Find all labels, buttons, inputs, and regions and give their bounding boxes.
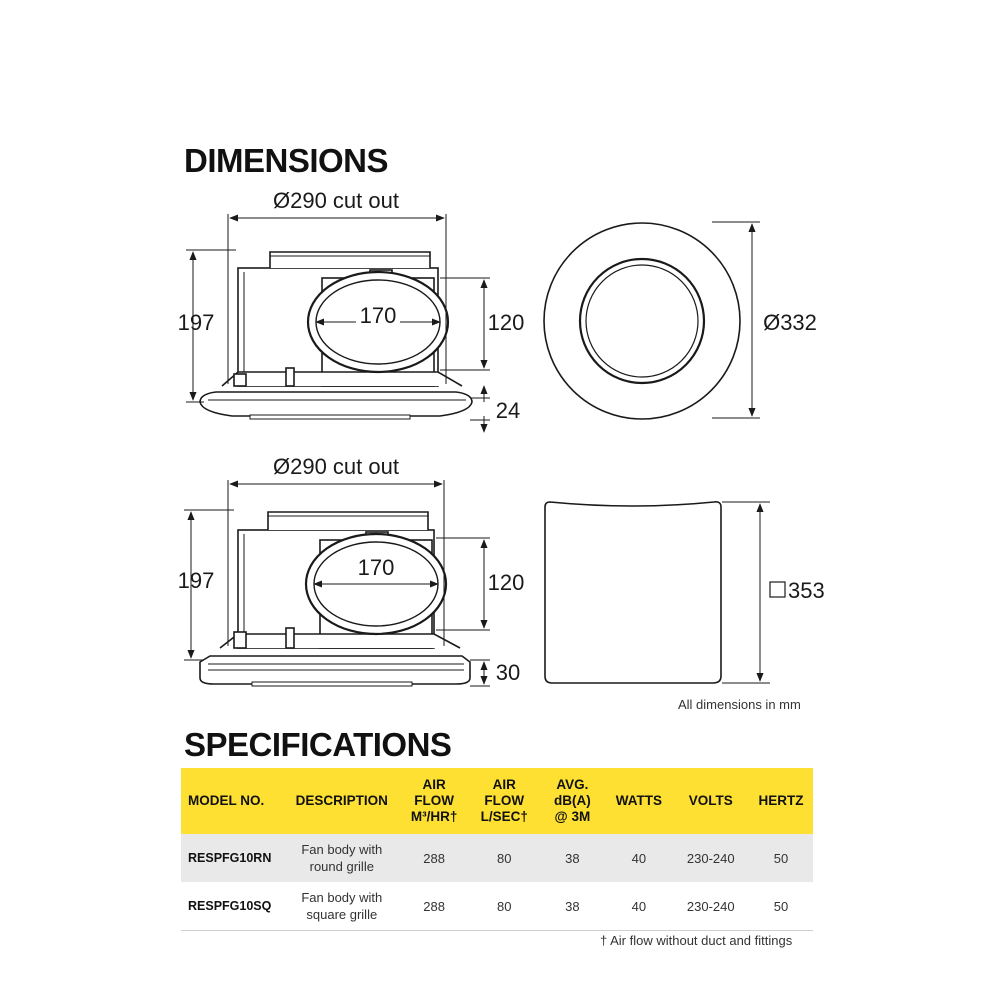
bottom-duct-height-label: 120 xyxy=(487,570,525,595)
top-height-label: 197 xyxy=(177,310,215,335)
top-duct-label: 170 xyxy=(359,303,397,328)
front-diameter-label: Ø332 xyxy=(763,310,817,335)
hertz-cell: 50 xyxy=(749,882,813,931)
airflow-m3hr-cell: 288 xyxy=(399,882,469,931)
airflow-lsec-cell: 80 xyxy=(469,834,539,882)
bottom-cutout-label: Ø290 cut out xyxy=(273,454,399,479)
bottom-duct-label: 170 xyxy=(357,555,395,580)
column-header: AVG. dB(A) @ 3M xyxy=(539,768,605,834)
footnote: † Air flow without duct and fittings xyxy=(600,933,793,948)
specifications-table xyxy=(181,768,813,931)
description-cell: Fan body with square grille xyxy=(285,882,400,931)
column-header: HERTZ xyxy=(749,768,813,834)
db-cell: 38 xyxy=(539,882,605,931)
watts-cell: 40 xyxy=(605,834,672,882)
specifications-heading: SPECIFICATIONS xyxy=(184,726,452,763)
dimensions-note: All dimensions in mm xyxy=(678,697,801,712)
top-grille-depth-label: 24 xyxy=(495,398,521,423)
column-header: AIR FLOW M³/HR† xyxy=(399,768,469,834)
top-cutout-label: Ø290 cut out xyxy=(273,188,399,213)
column-header: MODEL NO. xyxy=(181,768,285,834)
top-duct-height-label: 120 xyxy=(487,310,525,335)
airflow-m3hr-cell: 288 xyxy=(399,834,469,882)
volts-cell: 230-240 xyxy=(672,834,749,882)
table-row xyxy=(181,882,813,931)
watts-cell: 40 xyxy=(605,882,672,931)
volts-cell: 230-240 xyxy=(672,882,749,931)
dimensions-heading: DIMENSIONS xyxy=(184,142,389,179)
round-grille-front-view xyxy=(544,223,740,419)
hertz-cell: 50 xyxy=(749,834,813,882)
table-header-row xyxy=(181,768,813,834)
column-header: DESCRIPTION xyxy=(285,768,400,834)
bottom-grille-depth-label: 30 xyxy=(495,660,521,685)
column-header: AIR FLOW L/SEC† xyxy=(469,768,539,834)
bottom-height-label: 197 xyxy=(177,568,215,593)
table-row xyxy=(181,834,813,882)
model-cell: RESPFG10SQ xyxy=(181,882,285,931)
model-cell: RESPFG10RN xyxy=(181,834,285,882)
fan-side-view-round xyxy=(200,252,472,419)
column-header: VOLTS xyxy=(672,768,749,834)
description-cell: Fan body with round grille xyxy=(285,834,400,882)
column-header: WATTS xyxy=(605,768,672,834)
airflow-lsec-cell: 80 xyxy=(469,882,539,931)
db-cell: 38 xyxy=(539,834,605,882)
square-grille-front-view xyxy=(545,502,721,683)
front-square-label: 353 xyxy=(788,578,825,603)
square-front-dimension-lines xyxy=(722,502,770,683)
fan-side-view-square xyxy=(200,512,470,686)
